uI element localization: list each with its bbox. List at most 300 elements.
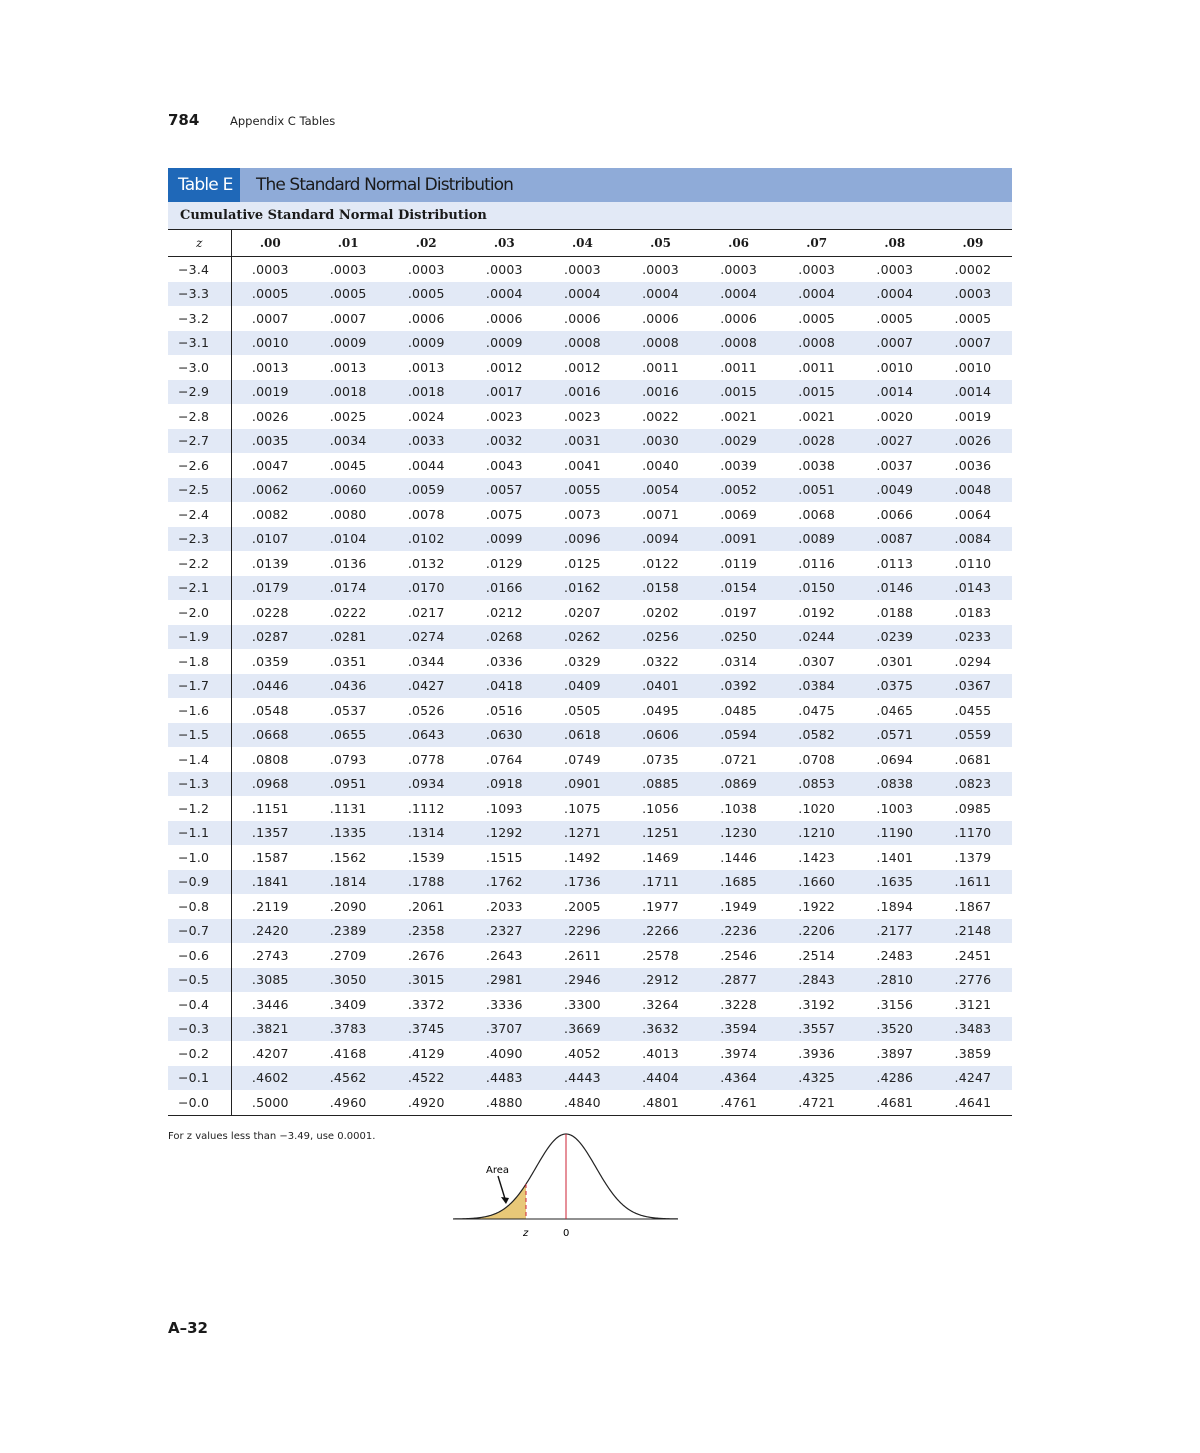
table-row (168, 282, 1012, 307)
table-row (168, 919, 1012, 944)
probability-cell: .0455 (954, 702, 992, 718)
probability-cell: .3228 (720, 996, 757, 1012)
probability-cell: .4325 (778, 1066, 856, 1091)
probability-cell: .1814 (309, 870, 387, 895)
probability-cell: .4404 (621, 1066, 699, 1091)
probability-cell: .0023 (564, 408, 601, 424)
probability-cell: .2358 (387, 919, 465, 944)
probability-cell: .3015 (387, 968, 465, 993)
probability-cell: .0808 (251, 751, 289, 767)
probability-cell: .0901 (543, 772, 621, 797)
probability-cell: .3859 (954, 1045, 992, 1061)
probability-cell: .0019 (954, 408, 992, 424)
probability-cell: .0091 (700, 527, 778, 552)
probability-cell: .0003 (798, 261, 836, 277)
probability-cell: .0207 (564, 604, 601, 620)
probability-cell: .0024 (407, 408, 445, 424)
probability-cell: .0188 (876, 604, 914, 620)
probability-cell: .0823 (934, 772, 1012, 797)
probability-cell: .0239 (856, 625, 934, 650)
probability-cell: .3821 (231, 1017, 309, 1042)
probability-cell: .2743 (251, 947, 289, 963)
probability-cell: .0007 (934, 331, 1012, 356)
probability-cell: .2327 (465, 919, 543, 944)
probability-cell: .2177 (856, 919, 934, 944)
probability-cell: .0026 (251, 408, 289, 424)
probability-cell: .0012 (485, 359, 523, 375)
probability-cell: .0113 (876, 555, 914, 571)
probability-cell: .0793 (329, 751, 367, 767)
z-value-cell: −2.3 (168, 527, 231, 552)
z-value-cell: −2.4 (168, 502, 231, 527)
table-row (168, 502, 1012, 527)
probability-cell: .3192 (798, 996, 836, 1012)
probability-cell: .2266 (621, 919, 699, 944)
probability-cell: .4761 (700, 1090, 778, 1115)
column-header: .05 (621, 230, 699, 257)
table-row (168, 625, 1012, 650)
probability-cell: .0096 (543, 527, 621, 552)
probability-cell: .0015 (700, 380, 778, 405)
probability-cell: .4286 (856, 1066, 934, 1091)
column-header: .01 (309, 230, 387, 257)
probability-cell: .0055 (543, 478, 621, 503)
probability-cell: .2483 (876, 947, 914, 963)
probability-cell: .1038 (720, 800, 757, 816)
probability-cell: .0031 (543, 429, 621, 454)
table-row (168, 1041, 1012, 1066)
probability-cell: .2877 (700, 968, 778, 993)
probability-cell: .4641 (934, 1090, 1012, 1115)
probability-cell: .0143 (934, 576, 1012, 601)
probability-cell: .4960 (309, 1090, 387, 1115)
table-row (168, 527, 1012, 552)
probability-cell: .0011 (720, 359, 757, 375)
probability-cell: .0116 (798, 555, 836, 571)
probability-cell: .0136 (329, 555, 367, 571)
probability-cell: .0011 (798, 359, 836, 375)
probability-cell: .0016 (621, 380, 699, 405)
probability-cell: .4801 (621, 1090, 699, 1115)
probability-cell: .3974 (720, 1045, 757, 1061)
probability-cell: .0359 (251, 653, 289, 669)
running-head: Appendix C Tables (230, 114, 336, 128)
probability-cell: .0066 (876, 506, 914, 522)
probability-cell: .3557 (778, 1017, 856, 1042)
probability-cell: .0004 (621, 282, 699, 307)
table-row (168, 306, 1012, 331)
probability-cell: .0735 (642, 751, 679, 767)
probability-cell: .1841 (231, 870, 309, 895)
column-header: .07 (778, 230, 856, 257)
appendix-page-number: A–32 (168, 1319, 208, 1337)
z-value-cell: −3.2 (168, 306, 231, 331)
probability-cell: .4247 (934, 1066, 1012, 1091)
probability-cell: .0154 (700, 576, 778, 601)
table-row (168, 355, 1012, 380)
page-number: 784 (168, 111, 200, 129)
probability-cell: .0630 (465, 723, 543, 748)
table-row (168, 968, 1012, 993)
shaded-area (453, 1184, 526, 1219)
table-row (168, 674, 1012, 699)
probability-cell: .0250 (700, 625, 778, 650)
probability-cell: .0375 (856, 674, 934, 699)
probability-cell: .0418 (465, 674, 543, 699)
probability-cell: .2420 (231, 919, 309, 944)
column-header: .08 (856, 230, 934, 257)
probability-cell: .1075 (564, 800, 601, 816)
table-row (168, 821, 1012, 846)
z-value-cell: −0.7 (168, 919, 231, 944)
probability-cell: .0018 (387, 380, 465, 405)
probability-cell: .0869 (700, 772, 778, 797)
z-value-cell: −1.7 (168, 674, 231, 699)
probability-cell: .3156 (876, 996, 914, 1012)
z-value-cell: −1.2 (168, 796, 231, 821)
probability-cell: .0037 (876, 457, 914, 473)
probability-cell: .0102 (387, 527, 465, 552)
table-label: Table E (168, 168, 240, 202)
probability-cell: .4602 (231, 1066, 309, 1091)
probability-cell: .0764 (485, 751, 523, 767)
z-value-cell: −0.2 (168, 1041, 231, 1066)
table-row (168, 698, 1012, 723)
probability-cell: .2514 (798, 947, 836, 963)
table-row (168, 453, 1012, 478)
probability-cell: .0021 (798, 408, 836, 424)
probability-cell: .0681 (954, 751, 992, 767)
probability-cell: .0392 (700, 674, 778, 699)
table-row (168, 331, 1012, 356)
z-axis-label: z (523, 1228, 529, 1239)
probability-cell: .0139 (251, 555, 289, 571)
probability-cell: .1190 (856, 821, 934, 846)
probability-cell: .0256 (621, 625, 699, 650)
probability-cell: .0009 (465, 331, 543, 356)
probability-cell: .3783 (309, 1017, 387, 1042)
z-value-cell: −1.8 (168, 649, 231, 674)
probability-cell: .0838 (856, 772, 934, 797)
page-header (168, 111, 335, 129)
probability-cell: .2090 (329, 898, 367, 914)
probability-cell: .0170 (387, 576, 465, 601)
probability-cell: .0537 (329, 702, 367, 718)
probability-cell: .0014 (934, 380, 1012, 405)
probability-cell: .1469 (642, 849, 679, 865)
probability-cell: .4840 (543, 1090, 621, 1115)
table-row (168, 478, 1012, 503)
probability-cell: .0052 (700, 478, 778, 503)
probability-cell: .0495 (642, 702, 679, 718)
probability-cell: .0853 (778, 772, 856, 797)
probability-cell: .0262 (543, 625, 621, 650)
probability-cell: .0089 (778, 527, 856, 552)
probability-cell: .0003 (251, 261, 289, 277)
table-row (168, 257, 1012, 282)
table-row (168, 870, 1012, 895)
probability-cell: .0166 (465, 576, 543, 601)
probability-cell: .1210 (778, 821, 856, 846)
probability-cell: .2119 (251, 898, 289, 914)
probability-cell: .2643 (485, 947, 523, 963)
probability-cell: .3669 (543, 1017, 621, 1042)
probability-cell: .0934 (387, 772, 465, 797)
probability-cell: .3632 (621, 1017, 699, 1042)
probability-cell: .3707 (465, 1017, 543, 1042)
probability-cell: .0045 (329, 457, 367, 473)
probability-cell: .0025 (329, 408, 367, 424)
probability-cell: .0047 (251, 457, 289, 473)
probability-cell: .4364 (700, 1066, 778, 1091)
probability-cell: .0038 (798, 457, 836, 473)
probability-cell: .0082 (251, 506, 289, 522)
probability-cell: .0011 (642, 359, 679, 375)
probability-cell: .1271 (543, 821, 621, 846)
probability-cell: .0606 (621, 723, 699, 748)
probability-cell: .1922 (798, 898, 836, 914)
table-title: The Standard Normal Distribution (256, 175, 514, 195)
probability-cell: .3085 (231, 968, 309, 993)
probability-cell: .2843 (778, 968, 856, 993)
z-value-cell: −2.9 (168, 380, 231, 405)
probability-cell: .0039 (720, 457, 757, 473)
column-header: .00 (231, 230, 309, 257)
probability-cell: .0202 (642, 604, 679, 620)
table-row (168, 576, 1012, 601)
area-label: Area (486, 1165, 510, 1176)
probability-cell: .1020 (798, 800, 836, 816)
probability-cell: .0030 (621, 429, 699, 454)
probability-cell: .0009 (309, 331, 387, 356)
z-value-cell: −1.9 (168, 625, 231, 650)
probability-cell: .0516 (485, 702, 523, 718)
table-row (168, 600, 1012, 625)
probability-cell: .0694 (876, 751, 914, 767)
probability-cell: .0003 (564, 261, 601, 277)
probability-cell: .0344 (407, 653, 445, 669)
z-table (168, 229, 1012, 1116)
z-value-cell: −3.3 (168, 282, 231, 307)
probability-cell: .0122 (642, 555, 679, 571)
probability-cell: .0084 (934, 527, 1012, 552)
probability-cell: .0158 (621, 576, 699, 601)
probability-cell: .0029 (700, 429, 778, 454)
probability-cell: .1131 (329, 800, 367, 816)
probability-cell: .0034 (309, 429, 387, 454)
probability-cell: .0005 (876, 310, 914, 326)
probability-cell: .0005 (231, 282, 309, 307)
probability-cell: .2033 (485, 898, 523, 914)
probability-cell: .2451 (954, 947, 992, 963)
probability-cell: .0192 (798, 604, 836, 620)
probability-cell: .1977 (642, 898, 679, 914)
table-row (168, 649, 1012, 674)
probability-cell: .0008 (543, 331, 621, 356)
z-value-cell: −0.9 (168, 870, 231, 895)
probability-cell: .0655 (309, 723, 387, 748)
table-e (168, 168, 1012, 1116)
probability-cell: .4129 (407, 1045, 445, 1061)
probability-cell: .0040 (642, 457, 679, 473)
table-row (168, 772, 1012, 797)
probability-cell: .1335 (309, 821, 387, 846)
probability-cell: .2709 (329, 947, 367, 963)
probability-cell: .2912 (621, 968, 699, 993)
table-row (168, 380, 1012, 405)
table-row (168, 943, 1012, 968)
probability-cell: .2676 (407, 947, 445, 963)
table-header-row (168, 230, 1012, 257)
probability-cell: .0559 (934, 723, 1012, 748)
probability-cell: .2148 (934, 919, 1012, 944)
probability-cell: .1230 (700, 821, 778, 846)
probability-cell: .0004 (465, 282, 543, 307)
probability-cell: .0110 (954, 555, 992, 571)
probability-cell: .0022 (642, 408, 679, 424)
probability-cell: .0222 (329, 604, 367, 620)
probability-cell: .0004 (778, 282, 856, 307)
probability-cell: .1711 (621, 870, 699, 895)
z-value-cell: −1.0 (168, 845, 231, 870)
probability-cell: .1357 (231, 821, 309, 846)
probability-cell: .0004 (543, 282, 621, 307)
probability-cell: .2776 (934, 968, 1012, 993)
probability-cell: .0026 (934, 429, 1012, 454)
probability-cell: .0427 (387, 674, 465, 699)
probability-cell: .0032 (465, 429, 543, 454)
probability-cell: .3264 (642, 996, 679, 1012)
z-value-cell: −0.5 (168, 968, 231, 993)
z-value-cell: −3.4 (168, 257, 231, 282)
probability-cell: .0233 (934, 625, 1012, 650)
probability-cell: .0485 (720, 702, 757, 718)
probability-cell: .0016 (543, 380, 621, 405)
probability-cell: .0003 (485, 261, 523, 277)
table-row (168, 1090, 1012, 1115)
probability-cell: .0281 (309, 625, 387, 650)
probability-cell: .4443 (543, 1066, 621, 1091)
probability-cell: .0051 (778, 478, 856, 503)
z-value-cell: −2.5 (168, 478, 231, 503)
probability-cell: .0094 (621, 527, 699, 552)
probability-cell: .0643 (387, 723, 465, 748)
column-header: .06 (700, 230, 778, 257)
probability-cell: .0080 (329, 506, 367, 522)
probability-cell: .0013 (329, 359, 367, 375)
table-row (168, 429, 1012, 454)
probability-cell: .1949 (720, 898, 757, 914)
probability-cell: .0006 (642, 310, 679, 326)
column-header: .02 (387, 230, 465, 257)
probability-cell: .0007 (856, 331, 934, 356)
probability-cell: .0314 (720, 653, 757, 669)
probability-cell: .0003 (876, 261, 914, 277)
z-value-cell: −0.8 (168, 894, 231, 919)
probability-cell: .0548 (251, 702, 289, 718)
probability-cell: .0885 (621, 772, 699, 797)
probability-cell: .1685 (700, 870, 778, 895)
z-value-cell: −0.6 (168, 943, 231, 968)
probability-cell: .4168 (329, 1045, 367, 1061)
probability-cell: .0021 (720, 408, 757, 424)
probability-cell: .0043 (485, 457, 523, 473)
probability-cell: .0006 (485, 310, 523, 326)
probability-cell: .4013 (642, 1045, 679, 1061)
normal-curve-diagram (448, 1124, 688, 1244)
probability-cell: .4052 (564, 1045, 601, 1061)
probability-cell: .0446 (231, 674, 309, 699)
probability-cell: .0036 (954, 457, 992, 473)
table-footnote: For z values less than −3.49, use 0.0001. (168, 1131, 376, 1142)
probability-cell: .0033 (387, 429, 465, 454)
probability-cell: .0244 (778, 625, 856, 650)
z-value-cell: −1.5 (168, 723, 231, 748)
probability-cell: .0062 (231, 478, 309, 503)
probability-cell: .0287 (231, 625, 309, 650)
table-row (168, 747, 1012, 772)
probability-cell: .0069 (720, 506, 757, 522)
probability-cell: .1562 (329, 849, 367, 865)
probability-cell: .1314 (387, 821, 465, 846)
probability-cell: .1539 (407, 849, 445, 865)
probability-cell: .1867 (954, 898, 992, 914)
probability-cell: .0721 (720, 751, 757, 767)
z-value-cell: −3.0 (168, 355, 231, 380)
probability-cell: .1379 (954, 849, 992, 865)
probability-cell: .2005 (564, 898, 601, 914)
probability-cell: .0005 (309, 282, 387, 307)
probability-cell: .0012 (564, 359, 601, 375)
probability-cell: .0274 (387, 625, 465, 650)
probability-cell: .0003 (329, 261, 367, 277)
probability-cell: .1492 (564, 849, 601, 865)
probability-cell: .4522 (387, 1066, 465, 1091)
probability-cell: .2810 (856, 968, 934, 993)
probability-cell: .3446 (251, 996, 289, 1012)
probability-cell: .0197 (720, 604, 757, 620)
probability-cell: .0010 (231, 331, 309, 356)
probability-cell: .0048 (934, 478, 1012, 503)
probability-cell: .0057 (465, 478, 543, 503)
probability-cell: .2061 (407, 898, 445, 914)
z-value-cell: −1.1 (168, 821, 231, 846)
column-header: .04 (543, 230, 621, 257)
probability-cell: .0708 (798, 751, 836, 767)
probability-cell: .0618 (543, 723, 621, 748)
probability-cell: .2546 (720, 947, 757, 963)
probability-cell: .0268 (465, 625, 543, 650)
probability-cell: .0008 (621, 331, 699, 356)
table-row (168, 992, 1012, 1017)
z-value-cell: −2.7 (168, 429, 231, 454)
probability-cell: .0015 (778, 380, 856, 405)
z-value-cell: −0.0 (168, 1090, 231, 1115)
z-column-header: z (168, 230, 231, 257)
probability-cell: .0099 (465, 527, 543, 552)
probability-cell: .0005 (387, 282, 465, 307)
probability-cell: .4207 (251, 1045, 289, 1061)
probability-cell: .3745 (387, 1017, 465, 1042)
probability-cell: .4562 (309, 1066, 387, 1091)
probability-cell: .0008 (700, 331, 778, 356)
probability-cell: .0087 (856, 527, 934, 552)
probability-cell: .3409 (329, 996, 367, 1012)
probability-cell: .0003 (642, 261, 679, 277)
probability-cell: .1003 (876, 800, 914, 816)
z-value-cell: −0.3 (168, 1017, 231, 1042)
probability-cell: .3372 (407, 996, 445, 1012)
